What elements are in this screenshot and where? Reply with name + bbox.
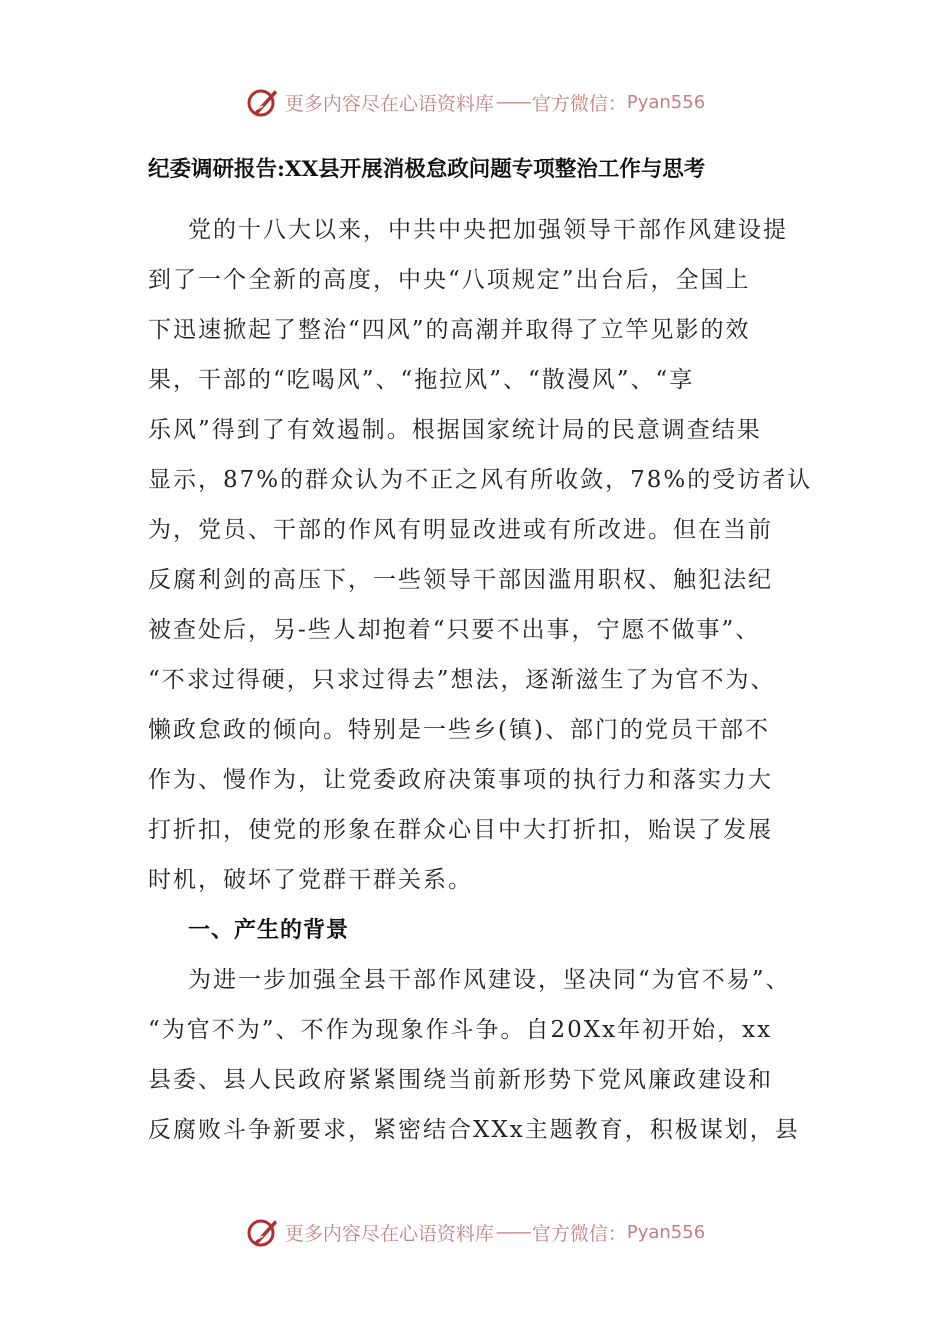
paragraph-line: 县委、县人民政府紧紧围绕当前新形势下党风廉政建设和	[148, 1067, 773, 1093]
watermark-label: 官方微信：	[531, 92, 627, 115]
paragraph-line: 反腐败斗争新要求，紧密结合XXx主题教育，积极谋划，县	[148, 1117, 800, 1143]
quill-logo-icon	[245, 84, 281, 120]
watermark-wechat-id: Pyan556	[626, 1221, 706, 1243]
watermark-text: 更多内容尽在心语资料库	[284, 1222, 494, 1245]
paragraph-line: 为，党员、干部的作风有明显改进或有所改进。但在当前	[148, 517, 773, 543]
paragraph-line: “不求过得硬，只求过得去”想法，逐渐滋生了为官不为、	[148, 667, 776, 693]
section-heading: 一、产生的背景	[188, 917, 350, 943]
paragraph-line: 作为、慢作为，让党委政府决策事项的执行力和落实力大	[148, 767, 773, 793]
paragraph-line: 打折扣，使党的形象在群众心目中大打折扣，贻误了发展	[148, 817, 773, 843]
watermark-dash: ——	[495, 1221, 530, 1243]
paragraph-line: 乐风”得到了有效遏制。根据国家统计局的民意调查结果	[148, 417, 762, 443]
paragraph-line: 下迅速掀起了整治“四风”的高潮并取得了立竿见影的效	[148, 317, 751, 343]
watermark-wechat-id: Pyan556	[626, 91, 706, 113]
paragraph-line: 反腐利剑的高压下，一些领导干部因滥用职权、触犯法纪	[148, 567, 773, 593]
paragraph-line: 显示，87%的群众认为不正之风有所收敛，78%的受访者认	[148, 467, 813, 493]
paragraph-line: 被查处后，另-些人却抱着“只要不出事，宁愿不做事”、	[148, 617, 761, 643]
paragraph-line: 党的十八大以来，中共中央把加强领导干部作风建设提	[188, 217, 788, 243]
watermark-header	[0, 80, 950, 124]
document-title: 纪委调研报告:XX县开展消极怠政问题专项整治工作与思考	[148, 157, 706, 182]
paragraph-line: 到了一个全新的高度，中央“八项规定”出台后，全国上	[148, 267, 751, 293]
paragraph-line: 时机，破坏了党群干群关系。	[148, 867, 473, 893]
watermark-label: 官方微信：	[531, 1222, 627, 1245]
paragraph-line: 为进一步加强全县干部作风建设，坚决同“为官不易”、	[188, 967, 791, 993]
quill-logo-icon	[245, 1214, 281, 1250]
paragraph-line: 懒政怠政的倾向。特别是一些乡(镇)、部门的党员干部不	[148, 717, 770, 743]
document-body	[148, 205, 813, 1155]
watermark-footer	[0, 1210, 950, 1254]
watermark-text: 更多内容尽在心语资料库	[284, 92, 494, 115]
paragraph-line: 果，干部的“吃喝风”、“拖拉风”、“散漫风”、“享	[148, 367, 695, 393]
paragraph-line: “为官不为”、不作为现象作斗争。自20Xx年初开始，xx	[148, 1017, 773, 1043]
watermark-dash: ——	[495, 91, 530, 113]
